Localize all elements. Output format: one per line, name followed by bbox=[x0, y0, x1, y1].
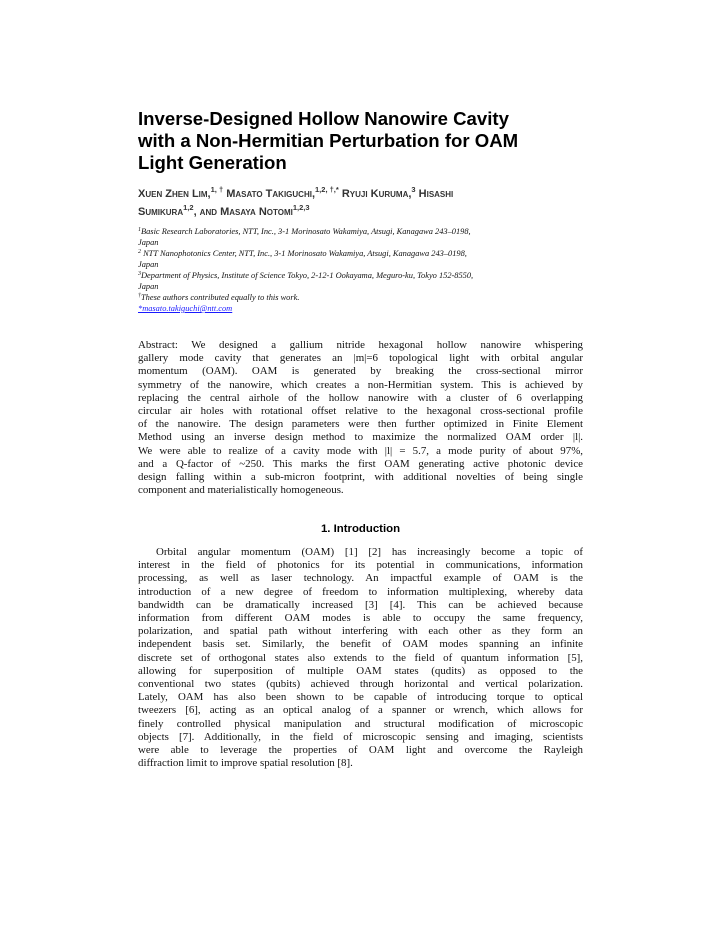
abstract-line: Method using an inverse design method to maximize the normalized OAM order |l|. bbox=[138, 431, 583, 444]
author-name: Sumikura bbox=[138, 205, 184, 218]
section-heading: 1. Introduction bbox=[320, 523, 401, 535]
affiliation-line bbox=[138, 248, 578, 259]
affiliation-line bbox=[138, 237, 578, 248]
paragraph-line: finely controlled physical manipulation and structural modification of microscopic bbox=[138, 717, 583, 730]
paragraph-line: bandwidth can be dramatically increased [3] [4]. This can be achieved because bbox=[138, 598, 583, 611]
affiliation-mark: 2 bbox=[138, 249, 141, 255]
author-affiliation-mark: 1,2, †,* bbox=[315, 185, 339, 194]
abstract-line: Abstract: We designed a gallium nitride hexagonal hollow nanowire whispering bbox=[138, 339, 583, 351]
affiliation-line bbox=[138, 292, 578, 303]
abstract-line: We were able to realize of a cavity mode with |l| = 5.7, a mode purity of about 97%, bbox=[138, 444, 583, 457]
paragraph-line: conventional two states (qubits) achieved through horizontal and vertical polarization. bbox=[138, 678, 583, 691]
affiliation-text: Basic Research Laboratories, NTT, Inc., 3-1 Morinosato Wakamiya, Atsugi, Kanagawa 243–0198, bbox=[141, 227, 471, 236]
paragraph-line: allowing for superposition of multiple OAM states (qudits) as opposed to the bbox=[138, 664, 583, 677]
paragraph-line: information from different OAM modes is able to occupy the same frequency, bbox=[138, 612, 583, 625]
paper-title bbox=[138, 108, 578, 174]
affiliation-line bbox=[138, 281, 578, 292]
affiliation-mark: † bbox=[138, 293, 141, 299]
author-affiliation-mark: 1,2,3 bbox=[292, 202, 310, 212]
email-link[interactable]: *masato.takiguchi@ntt.com bbox=[138, 304, 233, 313]
paragraph-line: interest in the field of photonics for its potential in communications, information bbox=[138, 559, 583, 572]
paragraph-line: processing, as well as laser technology. An impactful example of OAM is the bbox=[138, 572, 583, 585]
abstract-line: component and materialistically homogeneous. bbox=[138, 484, 344, 497]
paragraph-line: Lately, OAM has also been shown to be capable of introducing torque to optical bbox=[138, 691, 583, 704]
author-affiliation-mark: 1, † bbox=[210, 185, 224, 194]
title-line: Inverse-Designed Hollow Nanowire Cavity bbox=[138, 108, 509, 129]
affiliation-text: These authors contributed equally to this work. bbox=[141, 293, 300, 302]
affiliation-text: Japan bbox=[138, 282, 159, 291]
abstract-line: replacing the central airhole of the hollow nanowire with a cluster of 6 overlapping bbox=[138, 391, 583, 404]
abstract-line: symmetry of the nanowire, which creates a non-Hermitian system. This is achieved by bbox=[138, 378, 583, 391]
author-line bbox=[138, 186, 588, 204]
author-name: Hisashi bbox=[415, 188, 454, 200]
title-line: Light Generation bbox=[138, 152, 287, 173]
author-affiliation-mark: 1,2 bbox=[183, 202, 194, 212]
affiliations bbox=[138, 226, 578, 314]
abstract-line: of the nanowire. The design parameters were then further optimized in Finite Element bbox=[138, 418, 583, 431]
abstract-line: gallery mode cavity that generates an |m|=6 topological light with orbital angular bbox=[138, 352, 583, 365]
paragraph-line: tweezers [6], acting as an optical analog of a spanner or wrench, which allows for bbox=[138, 704, 583, 717]
abstract-line: design falling within a sub-micron footprint, with additional novelties of being single bbox=[138, 471, 583, 484]
affiliation-line bbox=[138, 303, 578, 314]
title-line: with a Non-Hermitian Perturbation for OAM bbox=[138, 130, 519, 151]
author-line bbox=[138, 204, 588, 222]
affiliation-text: Japan bbox=[138, 260, 159, 269]
author-name: Masato Takiguchi, bbox=[223, 188, 316, 200]
paragraph-line: independent basis set. Similarly, the benefit of OAM modes spanning an infinite bbox=[138, 638, 583, 651]
affiliation-line bbox=[138, 226, 578, 237]
abstract-line: momentum (OAM). OAM is generated by breaking the cross-sectional mirror bbox=[138, 365, 583, 378]
affiliation-line bbox=[138, 259, 578, 270]
paragraph-line: polarization, and spatial path without interfering with each other as they form an bbox=[138, 625, 583, 638]
author-list bbox=[138, 186, 588, 221]
abstract-line: circular air holes with rotational offset relative to the hexagonal cross-sectional profile bbox=[138, 405, 583, 418]
author-affiliation-mark: 3 bbox=[411, 185, 416, 194]
author-name: Xuen Zhen Lim, bbox=[138, 188, 211, 200]
paragraph-line: objects [7]. Additionally, in the field of microscopic sensing and imaging, scientists bbox=[138, 730, 583, 743]
abstract-line: and a Q-factor of ~250. This marks the first OAM generating active photonic device bbox=[138, 457, 583, 470]
affiliation-line bbox=[138, 270, 578, 281]
abstract bbox=[138, 339, 583, 497]
introduction-paragraph bbox=[138, 546, 583, 770]
author-name: Ryuji Kuruma, bbox=[338, 188, 412, 200]
paragraph-line: discrete set of orthogonal states also extends to the field of quantum information [5], bbox=[138, 651, 583, 664]
affiliation-text: Japan bbox=[138, 238, 159, 247]
author-name: , and Masaya Notomi bbox=[193, 205, 293, 218]
affiliation-text: NTT Nanophotonics Center, NTT, Inc., 3-1 Morinosato Wakamiya, Atsugi, Kanagawa 243–0198, bbox=[141, 249, 467, 258]
paragraph-line: diffraction limit to improve spatial resolution [8]. bbox=[138, 757, 353, 770]
affiliation-mark: 3 bbox=[138, 271, 141, 277]
affiliation-mark: 1 bbox=[138, 227, 141, 233]
paragraph-line: Orbital angular momentum (OAM) [1] [2] has increasingly become a topic of bbox=[156, 546, 583, 558]
paragraph-line: were able to leverage the properties of OAM light and overcome the Rayleigh bbox=[138, 744, 583, 757]
affiliation-text: Department of Physics, Institute of Science Tokyo, 2-12-1 Ookayama, Meguro-ku, Tokyo 152-8550, bbox=[141, 271, 474, 280]
paragraph-line: introduction of a new degree of freedom to information multiplexing, whereby data bbox=[138, 585, 583, 598]
